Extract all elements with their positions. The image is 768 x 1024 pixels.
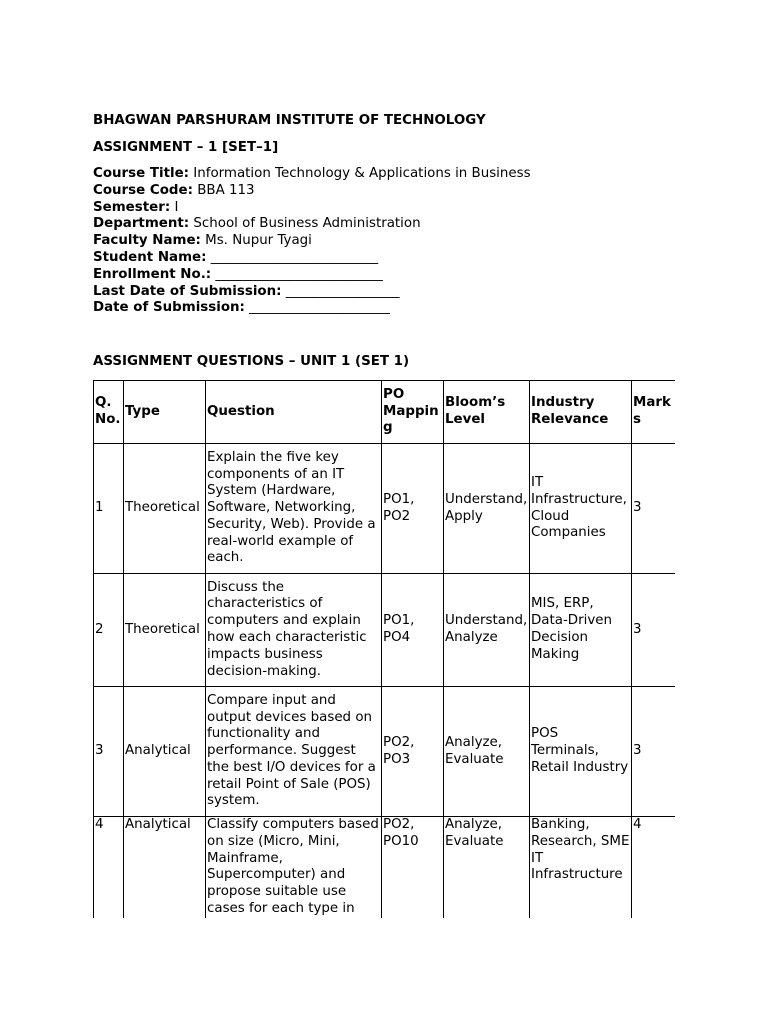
cell-marks: 3 <box>632 574 676 687</box>
info-enrollment-no <box>93 267 531 284</box>
info-value: _________________________ <box>211 266 383 282</box>
assignment-title: ASSIGNMENT – 1 [SET–1] <box>93 140 279 155</box>
cell-text: Analytical <box>125 817 191 832</box>
info-value: School of Business Administration <box>189 216 421 232</box>
table-row <box>94 444 676 574</box>
cell-text: 4 <box>95 817 104 832</box>
course-info <box>93 166 531 317</box>
info-department <box>93 216 531 233</box>
cell-text: 4 <box>633 817 642 832</box>
info-value: I <box>170 199 179 215</box>
cell-industry-relevance: POS Terminals, Retail Industry <box>530 687 632 817</box>
cell-type: Theoretical <box>124 444 206 574</box>
info-label: Student Name: <box>93 249 207 265</box>
cell-blooms-level: Understand, Analyze <box>444 574 530 687</box>
info-semester <box>93 200 531 217</box>
cell-po-mapping: PO1, PO2 <box>382 444 444 574</box>
cell-text: Banking, Research, SME IT Infrastructure <box>531 817 630 883</box>
cell-question: Discuss the characteristics of computers and explain how each characteristic impacts business decision-making. <box>206 574 382 687</box>
cell-text: Analyze, Evaluate <box>445 817 504 849</box>
cell-po-mapping: PO1, PO4 <box>382 574 444 687</box>
cell-question: Compare input and output devices based on functionality and performance. Suggest the best I/O devices for a retail Point of Sale (POS) system. <box>206 687 382 817</box>
info-label: Department: <box>93 216 190 232</box>
info-value: _________________________ <box>206 249 379 265</box>
cell-industry-relevance <box>530 817 632 919</box>
cell-question: Explain the five key components of an IT System (Hardware, Software, Networking, Security, Web). Provide a real-world example of each. <box>206 444 382 574</box>
cell-qno <box>94 817 124 919</box>
cell-marks <box>632 817 676 919</box>
info-submission-date <box>93 300 531 317</box>
cell-text: PO2, PO10 <box>383 817 419 849</box>
info-label: Faculty Name: <box>93 233 201 249</box>
info-label: Semester: <box>93 199 171 215</box>
info-value: _____________________ <box>244 300 390 316</box>
cell-po-mapping <box>382 817 444 919</box>
cell-blooms-level: Analyze, Evaluate <box>444 687 530 817</box>
info-value: Information Technology & Applications in Business <box>189 166 531 181</box>
questions-table <box>93 380 675 918</box>
header-industry-relevance: Industry Relevance <box>530 381 632 444</box>
header-marks: Marks <box>632 381 676 444</box>
header-type: Type <box>124 381 206 444</box>
info-label: Last Date of Submission: <box>93 283 282 299</box>
cell-text: Classify computers based on size (Micro, Mini, Mainframe, Supercomputer) and propose suitable use cases for each type in <box>207 817 379 916</box>
institute-title: BHAGWAN PARSHURAM INSTITUTE OF TECHNOLOGY <box>93 113 486 128</box>
questions-table-wrap <box>93 380 675 918</box>
info-faculty-name <box>93 233 531 250</box>
cell-question <box>206 817 382 919</box>
cell-qno: 2 <box>94 574 124 687</box>
info-course-code <box>93 183 531 200</box>
header-question: Question <box>206 381 382 444</box>
info-value: _________________ <box>281 283 400 299</box>
header-blooms-level: Bloom’s Level <box>444 381 530 444</box>
info-last-date <box>93 284 531 301</box>
header-qno: Q. No. <box>94 381 124 444</box>
info-label: Date of Submission: <box>93 300 245 316</box>
info-label: Course Code: <box>93 182 193 198</box>
cell-qno: 3 <box>94 687 124 817</box>
cell-marks: 3 <box>632 687 676 817</box>
cell-blooms-level: Understand, Apply <box>444 444 530 574</box>
info-label: Course Title: <box>93 166 190 181</box>
cell-po-mapping: PO2, PO3 <box>382 687 444 817</box>
cell-industry-relevance: IT Infrastructure, Cloud Companies <box>530 444 632 574</box>
info-value: BBA 113 <box>192 182 255 198</box>
table-header-row <box>94 381 676 444</box>
cell-type <box>124 817 206 919</box>
cell-type: Analytical <box>124 687 206 817</box>
info-course-title <box>93 166 531 183</box>
table-row <box>94 817 676 919</box>
cell-industry-relevance: MIS, ERP, Data-Driven Decision Making <box>530 574 632 687</box>
table-row <box>94 574 676 687</box>
questions-heading: ASSIGNMENT QUESTIONS – UNIT 1 (SET 1) <box>93 354 410 369</box>
cell-qno: 1 <box>94 444 124 574</box>
table-row <box>94 687 676 817</box>
info-value: Ms. Nupur Tyagi <box>200 233 312 249</box>
cell-marks: 3 <box>632 444 676 574</box>
cell-blooms-level <box>444 817 530 919</box>
info-student-name <box>93 250 531 267</box>
cell-type: Theoretical <box>124 574 206 687</box>
info-label: Enrollment No.: <box>93 266 212 282</box>
header-po-mapping: PO Mapping <box>382 381 444 444</box>
